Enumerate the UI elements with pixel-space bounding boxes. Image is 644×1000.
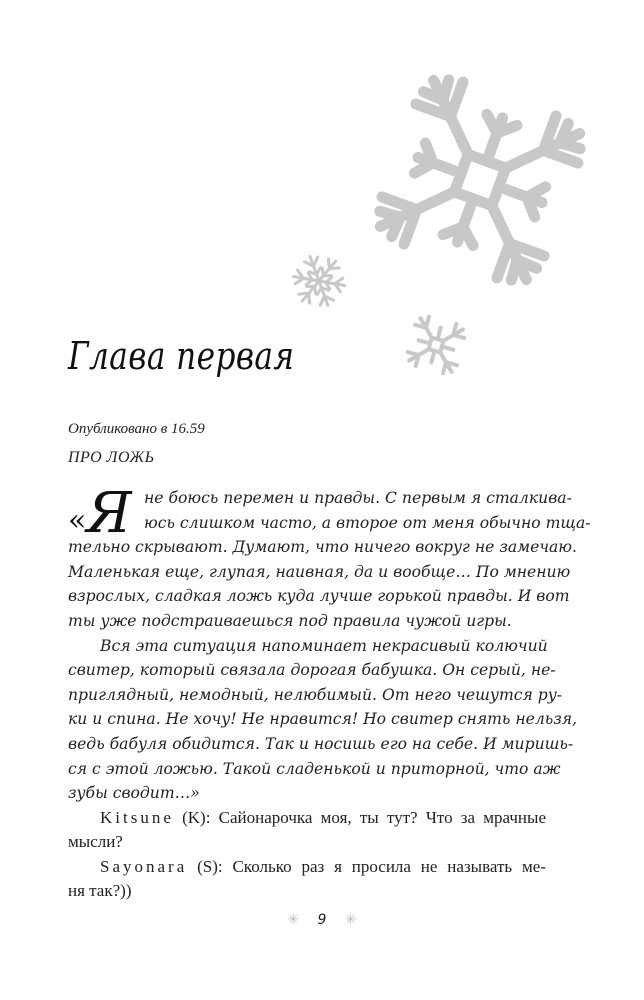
text-line: ся с этой ложью. Такой сладенькой и приторной, что аж (68, 759, 561, 778)
text-line: ведь бабуля обидится. Так и носишь его на себе. И миришь- (68, 734, 574, 753)
drop-cap-letter: Я (86, 481, 132, 546)
dialog-line-sayonara (68, 855, 546, 879)
dialog-text: (S): Сколько раз я просила не называть ме- (187, 856, 546, 876)
dialog-line-continuation: мысли? (68, 832, 123, 852)
section-heading: ПРО ЛОЖЬ (68, 449, 155, 466)
ornament-star-icon: ✳ (287, 912, 300, 928)
text-line: свитер, который связала дорогая бабушка. Он серый, не- (68, 661, 556, 680)
small-snowflake-icon (288, 252, 350, 310)
speaker-name: Sayonara (100, 856, 188, 876)
large-snowflake-icon (355, 60, 605, 300)
chapter-title: Глава первая (68, 334, 295, 378)
text-line: ты уже подстраиваешься под правила чужой игры. (68, 611, 512, 630)
text-line: зубы сводит…» (68, 784, 200, 803)
page-footer (0, 912, 644, 928)
page-number: 9 (317, 912, 327, 928)
published-time: Опубликовано в 16.59 (68, 421, 205, 437)
text-line: приглядный, немодный, нелюбимый. От него чешутся ру- (68, 685, 563, 704)
text-line: юсь слишком часто, а второе от меня обычно тща- (144, 513, 591, 532)
drop-cap (68, 481, 132, 546)
dialog-line-continuation: ня так?)) (68, 881, 132, 901)
dialog-line-kitsune (68, 806, 546, 830)
text-line: не боюсь перемен и правды. С первым я сталкива- (144, 489, 572, 507)
speaker-name: Kitsune (100, 808, 174, 827)
text-line: Маленькая еще, глупая, наивная, да и вообще… По мнению (68, 562, 571, 581)
small-snowflake-icon (398, 312, 474, 378)
dialog-text: (K): Сайонарочка моя, ты тут? Что за мрачные (173, 808, 546, 827)
body-text (68, 481, 591, 806)
text-line: тельно скрывают. Думают, что ничего вокруг не замечаю. (68, 538, 577, 557)
chat-dialog (68, 806, 546, 904)
drop-cap-quote: « (68, 503, 87, 538)
text-line: Вся эта ситуация напоминает некрасивый колючий (100, 636, 548, 655)
ornament-star-icon: ✳ (344, 912, 357, 928)
text-line: взрослых, сладкая ложь куда лучше горькой правды. И вот (68, 587, 570, 606)
text-line: ки и спина. Не хочу! Не нравится! Но свитер снять нельзя, (68, 710, 578, 729)
